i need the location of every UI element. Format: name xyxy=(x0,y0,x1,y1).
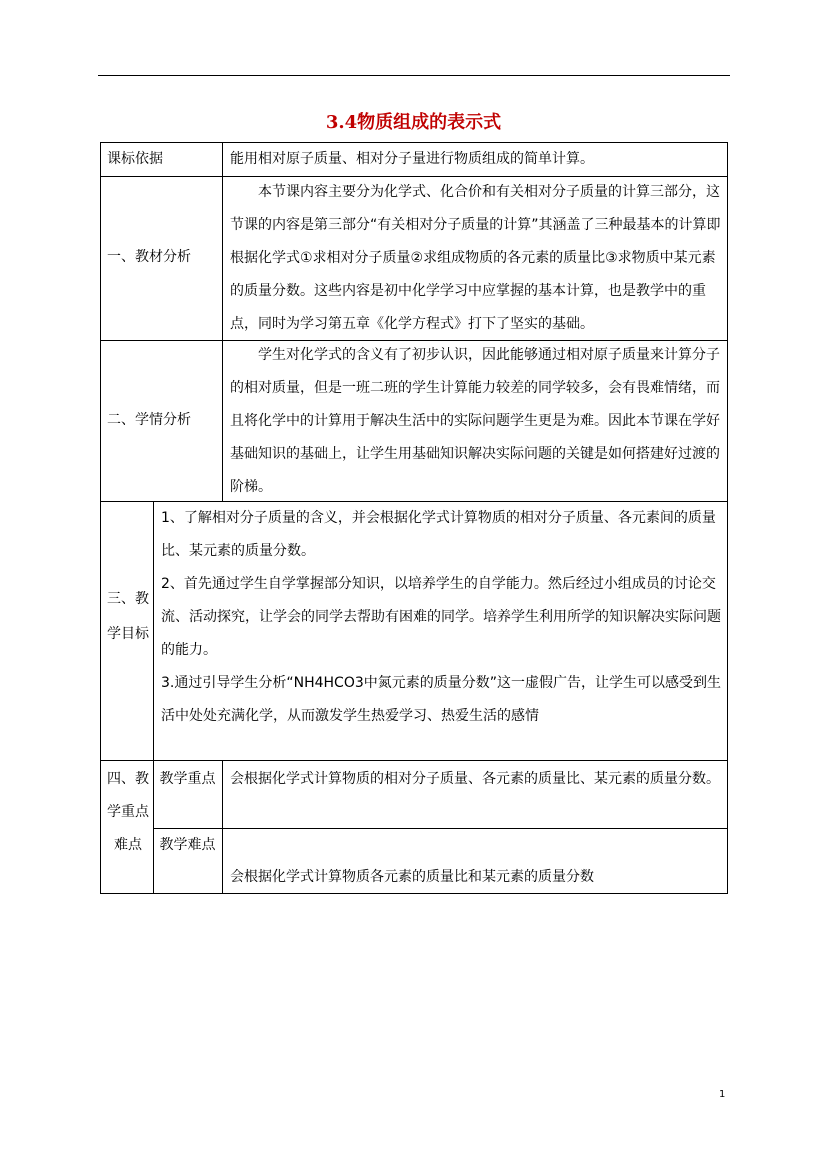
standard-content: 能用相对原子质量、相对分子量进行物质组成的简单计算。 xyxy=(230,151,594,167)
table-rule xyxy=(153,828,728,829)
material-cell xyxy=(230,176,722,340)
page-number: 1 xyxy=(719,1089,726,1100)
focus-label: 四、教学重点难点 xyxy=(107,771,149,853)
key-point-label: 教学重点 xyxy=(159,771,216,787)
page-title: 3.4物质组成的表示式 xyxy=(325,112,502,133)
key-point-content: 会根据化学式计算物质的相对分子质量、各元素的质量比、某元素的质量分数。 xyxy=(230,771,720,787)
table-rule xyxy=(153,501,154,894)
objective-item-3: 3.通过引导学生分析“NH4HCO3中氮元素的质量分数”这一虚假广告，让学生可以感受到生活中处处充满化学，从而激发学生热爱学习、热爱生活的感情 xyxy=(161,675,721,724)
material-label: 一、教材分析 xyxy=(107,249,191,265)
table-rule xyxy=(100,760,728,761)
objective-item-2: 2、首先通过学生自学掌握部分知识，以培养学生的自学能力。然后经过小组成员的讨论交流、活动探究，让学会的同学去帮助有困难的同学。培养学生利用所学的知识解决实际问题的能力。 xyxy=(161,576,721,658)
header-rule xyxy=(98,75,730,76)
standard-label: 课标依据 xyxy=(107,151,163,167)
difficulty-label: 教学难点 xyxy=(159,837,216,853)
table-rule xyxy=(222,760,223,894)
objectives-label: 三、教学目标 xyxy=(107,591,149,642)
students-label: 二、学情分析 xyxy=(107,412,191,428)
material-content: 本节课内容主要分为化学式、化合价和有关相对分子质量的计算三部分，这节课的内容是第三部分“有关相对分子质量的计算”其涵盖了三种最基本的计算即根据化学式①求相对分子质量②求组成物质的各元素的质量比③求物质中某元素的质量分数。这些内容是初中化学学习中应掌握的基本计算，也是教学中的重点，同时为学习第五章《化学方程式》打下了坚实的基础。 xyxy=(230,184,721,332)
table-rule xyxy=(100,142,101,894)
objectives-cell xyxy=(161,502,723,760)
students-cell xyxy=(230,339,722,501)
difficulty-content: 会根据化学式计算物质各元素的质量比和某元素的质量分数 xyxy=(230,869,594,885)
objective-item-1: 1、了解相对分子质量的含义，并会根据化学式计算物质的相对分子质量、各元素间的质量比、某元素的质量分数。 xyxy=(161,510,716,559)
table-rule xyxy=(727,142,728,894)
students-content: 学生对化学式的含义有了初步认识，因此能够通过相对原子质量来计算分子的相对质量，但是一班二班的学生计算能力较差的同学较多，会有畏难情绪，而且将化学中的计算用于解决生活中的实际问题学生更是为难。因此本节课在学好基础知识的基础上，让学生用基础知识解决实际问题的关键是如何搭建好过渡的阶梯。 xyxy=(230,347,720,495)
table-rule xyxy=(222,142,223,502)
